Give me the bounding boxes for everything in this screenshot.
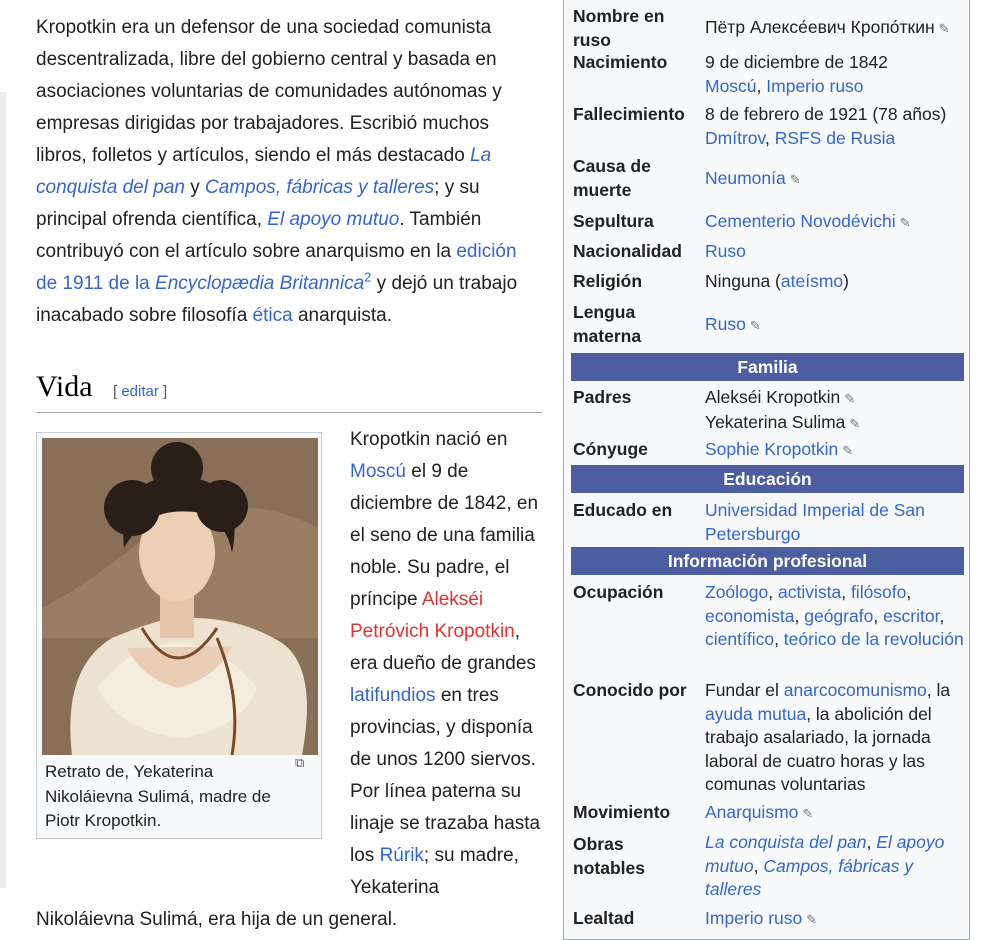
infobox-label: Lealtad bbox=[573, 908, 635, 928]
link-aleksei-petrovich-kropotkin[interactable]: Alekséi Petróvich Kropotkin bbox=[350, 589, 515, 642]
link-teorico-revolucion[interactable]: teórico de la revolución bbox=[783, 629, 964, 649]
link-imperio-ruso[interactable]: Imperio ruso bbox=[766, 75, 864, 96]
infobox-label: Ocupación bbox=[573, 582, 664, 602]
infobox-label: Religión bbox=[573, 271, 643, 291]
infobox-value bbox=[705, 210, 965, 235]
infobox-value bbox=[705, 801, 965, 826]
infobox-label: Conocido por bbox=[573, 680, 687, 700]
infobox-value bbox=[705, 386, 965, 435]
link-neumonia[interactable]: Neumonía bbox=[705, 168, 786, 188]
nombre-en-ruso-text: Пётр Алексе́евич Кропо́ткин bbox=[705, 17, 935, 37]
infobox-label: Lengua materna bbox=[573, 302, 642, 346]
infobox-header-educacion: Educación bbox=[571, 465, 964, 493]
madre-text: Yekaterina Sulima bbox=[705, 411, 846, 432]
infobox-value bbox=[705, 51, 965, 98]
body-text: , era dueño de grandes bbox=[350, 621, 536, 674]
link-obra-campos[interactable]: Campos, fábricas y talleres bbox=[705, 855, 914, 899]
infobox-label: Fallecimiento bbox=[573, 104, 685, 124]
figure-float-spacer bbox=[36, 424, 350, 874]
lead-text: . También contribuyó con el artículo sobre anarquismo en la bbox=[36, 209, 482, 262]
body-text: el 9 de diciembre de 1842, en el seno de una familia noble. Su padre, el príncipe bbox=[350, 461, 539, 610]
separator: , bbox=[841, 582, 851, 602]
conocido-text: , la abolición del trabajo asalariado, la jornada laboral de cuatro horas y las comunas voluntarias bbox=[705, 703, 932, 794]
infobox-value bbox=[705, 499, 965, 546]
infobox-label: Obras notables bbox=[573, 834, 645, 878]
link-geografo[interactable]: geógrafo bbox=[804, 605, 874, 626]
link-sophie-kropotkin[interactable]: Sophie Kropotkin bbox=[705, 439, 839, 459]
page-scroll-edge bbox=[0, 92, 6, 888]
lead-text: y dejó un trabajo inacabado sobre filosofía bbox=[36, 273, 518, 326]
link-ruso-lengua[interactable]: Ruso bbox=[705, 314, 746, 334]
lead-paragraph bbox=[36, 12, 542, 332]
link-moscu-infobox[interactable]: Moscú bbox=[705, 75, 757, 96]
death-date: 8 de febrero de 1921 (78 años) bbox=[705, 104, 947, 124]
pencil-icon[interactable]: ✎ bbox=[789, 172, 801, 187]
separator: , bbox=[753, 855, 764, 876]
link-zoologo[interactable]: Zoólogo bbox=[705, 582, 769, 602]
infobox bbox=[563, 0, 970, 940]
reference-2[interactable]: 2 bbox=[364, 269, 372, 285]
infobox-value bbox=[705, 831, 965, 902]
link-la-conquista-del-pan[interactable]: La conquista del pan bbox=[36, 145, 492, 198]
infobox-label: Nombre en ruso bbox=[573, 6, 665, 50]
infobox-label: Cónyuge bbox=[573, 439, 648, 459]
link-universidad-san-petersburgo[interactable]: Universidad Imperial de San Petersburgo bbox=[705, 500, 925, 544]
pencil-icon[interactable]: ✎ bbox=[802, 806, 814, 821]
infobox-row-nombre bbox=[572, 7, 965, 57]
separator: , bbox=[764, 127, 775, 148]
lead-text: anarquista. bbox=[292, 305, 392, 326]
separator: , bbox=[774, 629, 784, 649]
link-latifundios[interactable]: latifundios bbox=[350, 685, 436, 706]
section-edit bbox=[113, 383, 167, 400]
infobox-value bbox=[705, 167, 965, 192]
infobox-label: Padres bbox=[573, 387, 632, 407]
pencil-icon[interactable]: ✎ bbox=[849, 415, 861, 431]
link-anarcocomunismo[interactable]: anarcocomunismo bbox=[783, 680, 927, 700]
link-dmitrov[interactable]: Dmítrov bbox=[705, 127, 765, 148]
lead-text: y bbox=[184, 177, 206, 198]
enlarge-icon[interactable]: ⧉ bbox=[295, 755, 305, 770]
conocido-text: Fundar el bbox=[705, 680, 784, 700]
pencil-icon[interactable]: ✎ bbox=[899, 215, 911, 230]
link-economista[interactable]: economista bbox=[705, 605, 795, 626]
infobox-value bbox=[705, 270, 965, 294]
pencil-icon[interactable]: ✎ bbox=[806, 912, 818, 927]
infobox-label: Nacionalidad bbox=[573, 241, 682, 261]
section-title: Vida bbox=[36, 370, 93, 403]
infobox-value bbox=[705, 907, 965, 932]
pencil-icon[interactable]: ✎ bbox=[749, 318, 761, 333]
infobox-value bbox=[705, 438, 965, 463]
infobox-value bbox=[705, 313, 965, 338]
infobox-label: Sepultura bbox=[573, 211, 654, 231]
section-heading-vida bbox=[36, 364, 542, 413]
link-escritor[interactable]: escritor bbox=[883, 605, 940, 626]
link-imperio-ruso-partial[interactable]: Imperio ruso bbox=[705, 908, 803, 928]
separator: , bbox=[768, 582, 778, 602]
link-anarquismo[interactable]: Anarquismo bbox=[705, 802, 799, 822]
padre-text: Alekséi Kropotkin bbox=[705, 387, 841, 407]
religion-text: ) bbox=[843, 271, 849, 291]
infobox-value bbox=[705, 679, 965, 797]
edit-bracket: [ bbox=[113, 383, 122, 400]
portrait-caption: Retrato de, Yekaterina Nikoláievna Sulimá, madre de Piotr Kropotkin. bbox=[45, 762, 271, 830]
birth-date: 9 de diciembre de 1842 bbox=[705, 52, 888, 72]
infobox-label: Causa de muerte bbox=[573, 156, 651, 200]
pencil-icon[interactable]: ✎ bbox=[842, 443, 854, 458]
link-rurik[interactable]: Rúrik bbox=[379, 845, 424, 866]
lead-text: ; y su principal ofrenda científica, bbox=[36, 177, 480, 230]
conocido-text: , la bbox=[926, 680, 951, 700]
infobox-value bbox=[705, 16, 965, 41]
link-el-apoyo-mutuo[interactable]: El apoyo mutuo bbox=[267, 209, 400, 230]
link-etica[interactable]: ética bbox=[252, 305, 293, 326]
lead-text: Kropotkin era un defensor de una sociedad comunista descentralizada, libre del gobierno central y basada en asociaciones voluntarias de comunidades autónomas y empresas dirigidas por trabajadores. Escribió muchos libros, folletos y artículos, siendo el más destacado bbox=[36, 17, 502, 166]
link-obra-conquista[interactable]: La conquista del pan bbox=[705, 832, 867, 852]
body-text: ; su madre, Yekaterina Nikoláievna Sulimá, era hija de un general. bbox=[36, 845, 519, 930]
link-rsfs-de-rusia[interactable]: RSFS de Rusia bbox=[774, 127, 896, 148]
body-text: Kropotkin nació en bbox=[350, 429, 508, 450]
link-cientifico[interactable]: científico bbox=[705, 629, 775, 649]
link-filosofo[interactable]: filósofo bbox=[850, 582, 907, 602]
separator: , bbox=[794, 605, 805, 626]
infobox-value bbox=[705, 581, 965, 652]
link-moscu[interactable]: Moscú bbox=[350, 461, 406, 482]
body-paragraph bbox=[36, 424, 542, 936]
infobox-header-familia: Familia bbox=[571, 353, 964, 381]
link-campos-fabricas-talleres[interactable]: Campos, fábricas y talleres bbox=[205, 177, 435, 198]
link-edicion-text: edición de 1911 de la bbox=[36, 241, 517, 294]
link-ateismo[interactable]: ateísmo bbox=[780, 271, 844, 291]
link-britannica-text: Encyclopædia Britannica bbox=[155, 273, 365, 294]
infobox-value bbox=[705, 103, 965, 150]
edit-bracket: ] bbox=[158, 383, 168, 400]
pencil-icon[interactable]: ✎ bbox=[938, 21, 950, 36]
infobox-label: Educado en bbox=[573, 500, 673, 520]
link-activista[interactable]: activista bbox=[777, 582, 842, 602]
body-text: en tres provincias, y disponía de unos 1200 siervos. Por línea paterna su linaje se trazaba hasta los bbox=[350, 685, 541, 866]
separator: , bbox=[906, 582, 912, 602]
infobox-label: Movimiento bbox=[573, 802, 671, 822]
separator: , bbox=[756, 75, 767, 96]
separator: , bbox=[866, 832, 877, 852]
link-cementerio-novodevichi[interactable]: Cementerio Novodévichi bbox=[705, 211, 896, 231]
link-obra-apoyo-mutuo[interactable]: El apoyo mutuo bbox=[705, 832, 945, 876]
separator: , bbox=[939, 605, 945, 626]
edit-section-link[interactable]: editar bbox=[121, 383, 159, 400]
link-ayuda-mutua[interactable]: ayuda mutua bbox=[705, 703, 807, 724]
infobox-label: Nacimiento bbox=[573, 52, 668, 72]
separator: , bbox=[873, 605, 884, 626]
infobox-value bbox=[705, 240, 965, 264]
link-ruso-nacionalidad[interactable]: Ruso bbox=[705, 241, 746, 261]
infobox-header-profesional: Información profesional bbox=[571, 547, 964, 575]
pencil-icon[interactable]: ✎ bbox=[844, 391, 856, 406]
religion-text: Ninguna ( bbox=[705, 271, 781, 291]
